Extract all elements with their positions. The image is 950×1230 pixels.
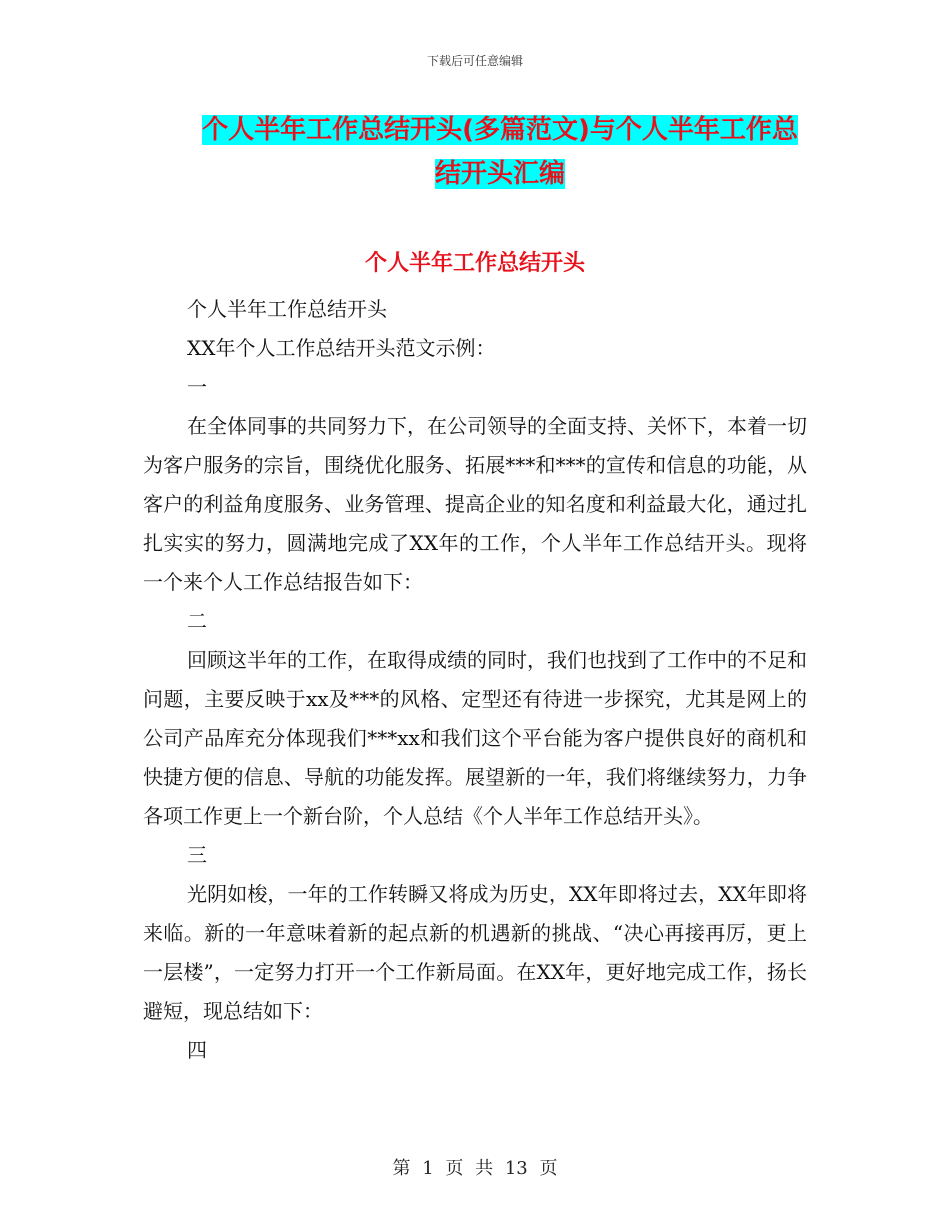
document-title-text: 个人半年工作总结开头(多篇范文)与个人半年工作总结开头汇编 — [202, 115, 798, 189]
page-header: 下载后可任意编辑 — [426, 54, 523, 68]
paragraph: 个人半年工作总结开头 — [187, 297, 387, 321]
page-number: 第 1 页 共 13 页 — [392, 1158, 558, 1179]
paragraph: 四 — [187, 1038, 207, 1062]
paragraph: 二 — [187, 609, 207, 633]
document-body — [143, 290, 807, 1070]
paragraph: 回顾这半年的工作，在取得成绩的同时，我们也找到了工作中的不足和问题，主要反映于xx及***的风格、定型还有待进一步探究，尤其是网上的公司产品库充分体现我们***xx和我们这个平台能为客户提供良好的商机和快捷方便的信息、导航的功能发挥。展望新的一年，我们将继续努力，力争各项工作更上一个新台阶，个人总结《个人半年工作总结开头》。 — [143, 648, 807, 828]
paragraph: 光阴如梭，一年的工作转瞬又将成为历史，XX年即将过去，XX年即将来临。新的一年意味着新的起点新的机遇新的挑战、“决心再接再厉，更上一层楼”，一定努力打开一个工作新局面。在XX年，更好地完成工作，扬长避短，现总结如下： — [143, 882, 807, 1023]
paragraph: 一 — [187, 375, 207, 399]
paragraph: XX年个人工作总结开头范文示例： — [187, 336, 496, 360]
section-title: 个人半年工作总结开头 — [364, 251, 585, 276]
document-title — [190, 108, 810, 196]
paragraph: 三 — [187, 843, 207, 867]
paragraph: 在全体同事的共同努力下，在公司领导的全面支持、关怀下，本着一切为客户服务的宗旨，围绕优化服务、拓展***和***的宣传和信息的功能，从客户的利益角度服务、业务管理、提高企业的知名度和利益最大化，通过扎扎实实的努力，圆满地完成了XX年的工作，个人半年工作总结开头。现将一个来个人工作总结报告如下： — [143, 414, 807, 594]
